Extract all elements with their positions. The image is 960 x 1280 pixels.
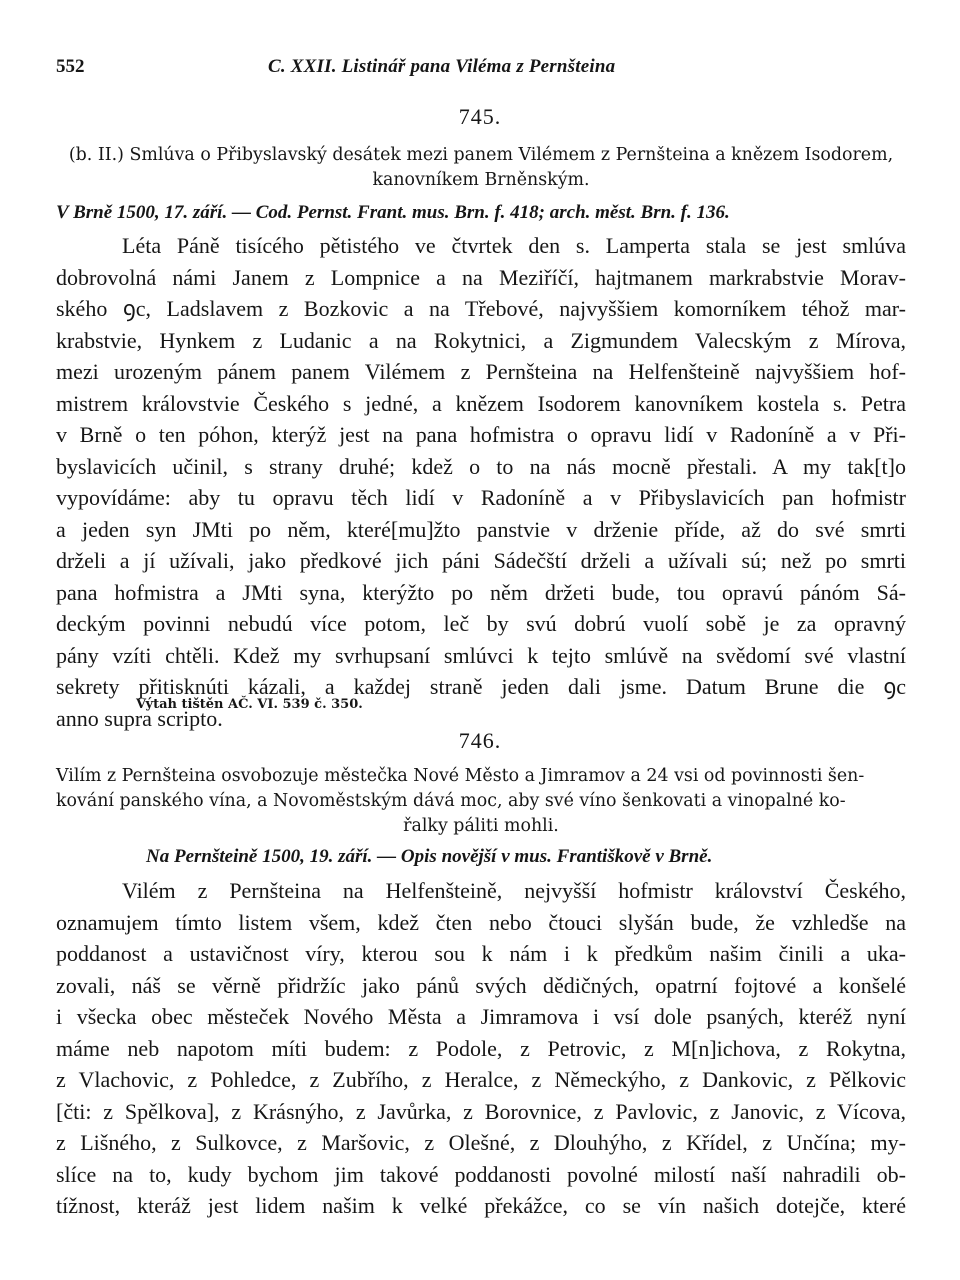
document-body-746 bbox=[56, 875, 906, 1222]
summary-line: kování panského vína, a Novoměstským dává moc, aby své víno šenkovati a vinopalné ko- bbox=[56, 791, 846, 811]
body-line: poddanost a ustavičnost víry, kterou sou k nám i k předkům našim činili a uka- bbox=[56, 941, 906, 966]
body-line: vypovídáme: aby tu opravu těch lidí v Radoníně a v Přibyslavicích pan hofmistr bbox=[56, 485, 906, 510]
document-number-746: 746. bbox=[458, 728, 502, 753]
body-line: sekrety přitisknúti kázali, a každej straně jeden dali jsme. Datum Brune die ꝯc bbox=[56, 674, 906, 699]
body-line: z Lišného, z Sulkovce, z Maršovic, z Olešné, z Dlouhýho, z Křídel, z Unčína; my- bbox=[56, 1130, 906, 1155]
body-line: v Brně o ten póhon, kterýž jest na pana hofmistra o opravu lidí v Radoníně a v Při- bbox=[56, 422, 906, 447]
body-line: ského ꝯc, Ladslavem z Bozkovic a na Třebové, najvyššiem komorníkem téhož mar- bbox=[56, 296, 906, 321]
running-header bbox=[56, 56, 906, 86]
document-summary-746 bbox=[56, 764, 906, 839]
document-body-745 bbox=[56, 230, 906, 734]
print-reference-note-745: Výtah tištěn AČ. VI. 539 č. 350. bbox=[136, 697, 363, 712]
document-summary-745 bbox=[56, 143, 906, 193]
body-line: anno supra scripto. bbox=[56, 705, 223, 731]
body-line: i všecka obec městeček Nového Města a Jimramova i vsí dole psaných, kteréž nyní bbox=[56, 1004, 906, 1029]
body-line: [čti: z Spělkova], z Krásnýho, z Javůrka, z Borovnice, z Pavlovic, z Janovic, z Vícova, bbox=[56, 1098, 906, 1124]
body-line: byslavicích učinil, s strany druhé; kdež o to na nás mocně přestali. A my tak[t]o bbox=[56, 453, 906, 479]
body-line: deckým povinni nebudú více potom, leč by svú dobrú vuolí sobě je za opravný bbox=[56, 611, 906, 636]
summary-line: (b. II.) Smlúva o Přibyslavský desátek mezi panem Vilémem z Pernšteina a knězem Isodorem, bbox=[68, 145, 894, 165]
body-line: Vilém z Pernšteina na Helfenšteině, nejvyšší hofmistr království Českého, bbox=[122, 878, 906, 903]
summary-line: řalky páliti mohli. bbox=[403, 816, 559, 836]
body-line: pana hofmistra a JMti syna, kterýžto po něm držeti bude, tou opravú pánóm Sá- bbox=[56, 579, 906, 605]
body-line: zovali, náš se věrně přidržíc jako pánů svých dědičných, opatrní fojtové a konšelé bbox=[56, 972, 906, 998]
body-line: oznamujem tímto listem všem, kdež čten nebo čtouci slyšán bude, že vzhledše na bbox=[56, 909, 906, 935]
body-line: máme neb napotom míti budem: z Podole, z Petrovic, z M[n]ichova, z Rokytna, bbox=[56, 1035, 906, 1061]
body-line: drželi a jí užívali, jako předkové jich páni Sádečští drželi a užívali sú; než po smrti bbox=[56, 548, 906, 573]
body-line: mezi urozeným pánem panem Vilémem z Pernšteina na Helfenšteině najvyššiem hof- bbox=[56, 359, 906, 384]
running-title: C. XXII. Listinář pana Viléma z Pernšteina bbox=[268, 56, 616, 77]
summary-line: kanovníkem Brněnským. bbox=[372, 170, 590, 190]
body-line: slíce na to, kudy bychom jim takové poddanosti povolné milostí naší nahradili ob- bbox=[56, 1161, 906, 1187]
summary-line: Vilím z Pernšteina osvobozuje městečka Nové Město a Jimramov a 24 vsi od povinnosti šen- bbox=[56, 766, 865, 786]
body-line: z Vlachovic, z Pohledce, z Zubřího, z Heralce, z Německýho, z Dankovic, z Pělkovic bbox=[56, 1067, 906, 1092]
source-note-746: Na Pernšteině 1500, 19. září. — Opis novější v mus. Františkově v Brně. bbox=[146, 846, 713, 867]
body-line: pány vzíti chtěli. Kdež my svrhupsaní smlúvci k tejto smlúvě na svědomí své vlastní bbox=[56, 642, 906, 668]
body-line: a jeden syn JMti po něm, které[mu]žto panstvie v drženie příde, až do své smrti bbox=[56, 516, 906, 542]
body-line: tížnost, kteráž jest lidem našim k velké překážce, co se vín našich dotejče, které bbox=[56, 1193, 906, 1218]
body-line: krabstvie, Hynkem z Ludanic a na Rokytnici, a Zigmundem Valecským z Mírova, bbox=[56, 327, 906, 353]
body-line: dobrovolná námi Janem z Lompnice a na Meziříčí, hajtmanem markrabstvie Morav- bbox=[56, 264, 906, 290]
body-line: mistrem královstvie Českého s jedné, a knězem Isodorem kanovníkem kostela s. Petra bbox=[56, 390, 906, 416]
source-note-745: V Brně 1500, 17. září. — Cod. Pernst. Frant. mus. Brn. f. 418; arch. měst. Brn. f. 136. bbox=[56, 202, 730, 223]
document-number-745: 745. bbox=[458, 104, 502, 129]
page-number: 552 bbox=[56, 56, 85, 77]
body-line: Léta Páně tisícého pětistého ve čtvrtek den s. Lamperta stala se jest smlúva bbox=[122, 233, 906, 258]
